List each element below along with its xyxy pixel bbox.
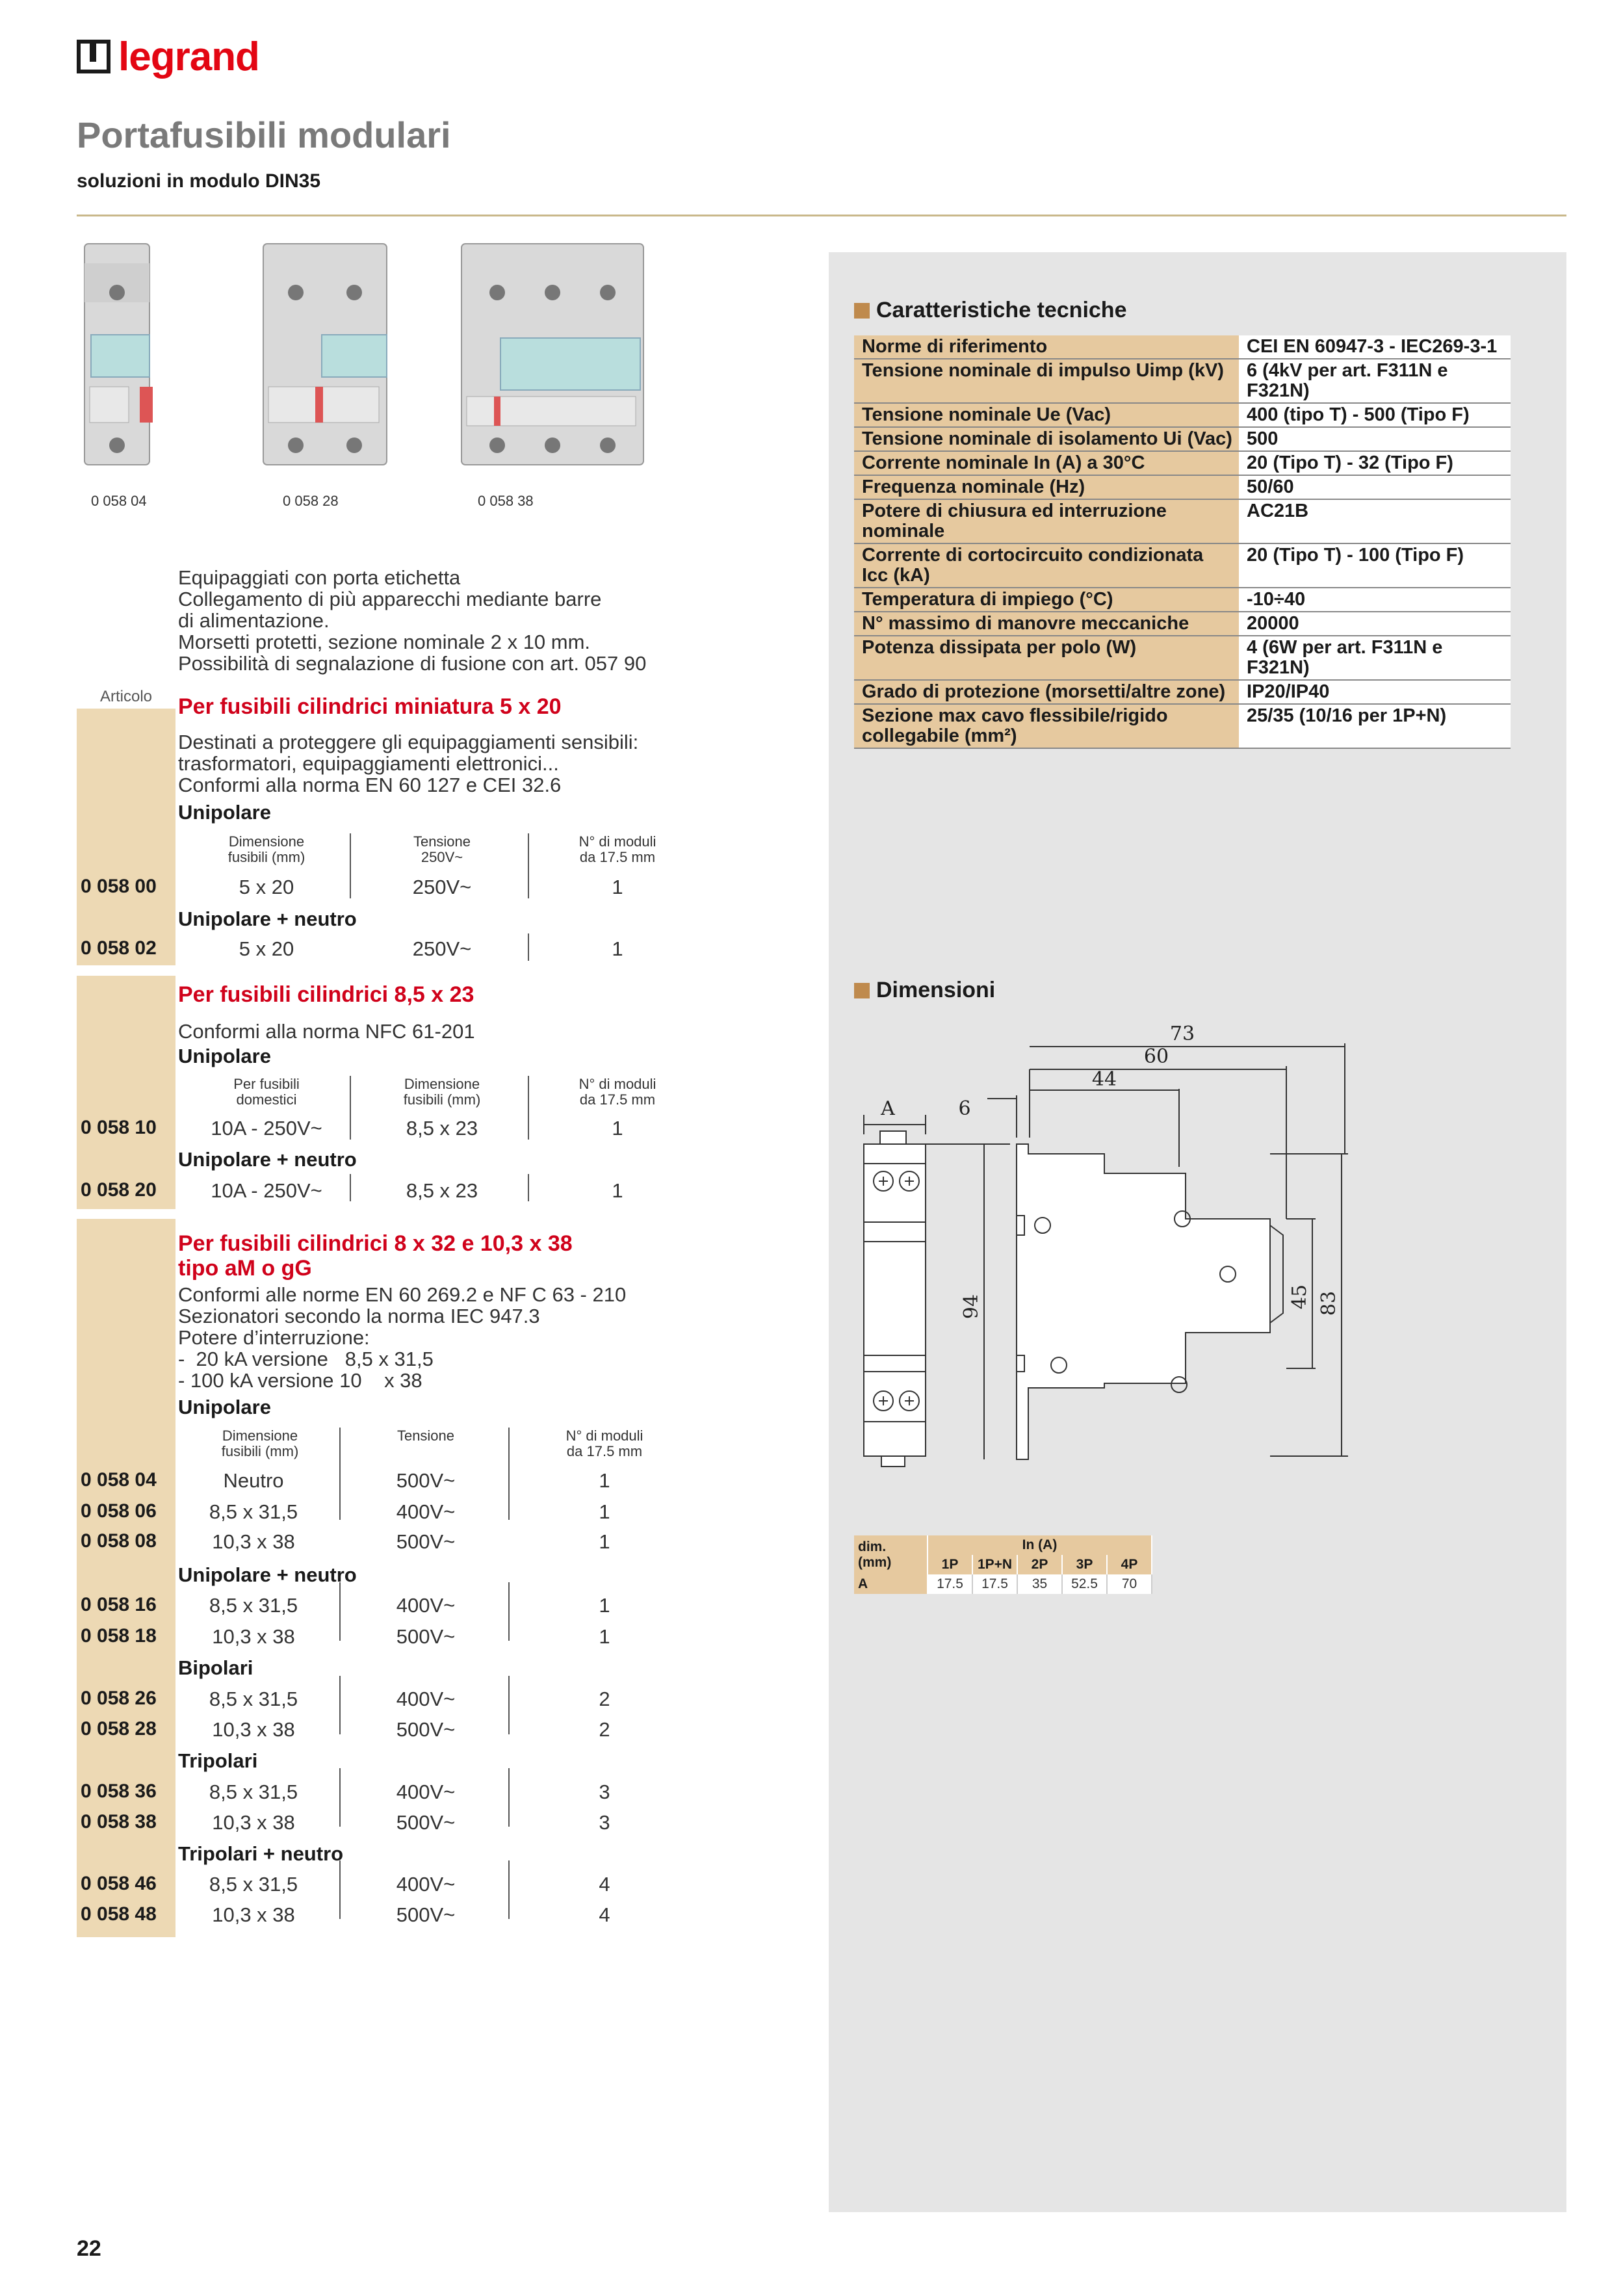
group-unipolare: Unipolare — [178, 1045, 271, 1067]
table-row — [854, 636, 1511, 680]
group-unipolare: Unipolare — [178, 1396, 271, 1418]
spec-key: Temperatura di impiego (°C) — [854, 588, 1239, 612]
spec-key: N° massimo di manovre meccaniche — [854, 612, 1239, 636]
spec-key: Tensione nominale di impulso Uimp (kV) — [854, 359, 1239, 403]
article-code: 0 058 38 — [81, 1811, 157, 1833]
cell-moduli: 1 — [599, 1530, 610, 1553]
section-3-title — [178, 1231, 573, 1281]
article-code: 0 058 20 — [81, 1179, 157, 1201]
spec-value: IP20/IP40 — [1239, 680, 1511, 704]
col-head-domestici — [195, 1076, 338, 1108]
cell-tensione: 400V~ — [396, 1500, 456, 1523]
table-row — [854, 612, 1511, 636]
article-code: 0 058 18 — [81, 1625, 157, 1647]
group-tripolari-neutro: Tripolari + neutro — [178, 1842, 344, 1865]
column-separator — [339, 1676, 341, 1734]
cell-dimensione: 8,5 x 31,5 — [209, 1500, 298, 1523]
dim-label-73: 73 — [1169, 1023, 1195, 1045]
spec-value: -10÷40 — [1239, 588, 1511, 612]
cell-dimensione: 8,5 x 31,5 — [209, 1873, 298, 1896]
article-label: Articolo — [99, 688, 153, 705]
col-head-dimensione — [195, 834, 338, 865]
dim-value: 70 — [1107, 1574, 1152, 1594]
spec-value: 4 (6W per art. F311N e F321N) — [1239, 636, 1511, 680]
dim-value: 35 — [1017, 1574, 1062, 1594]
spec-value: 400 (tipo T) - 500 (Tipo F) — [1239, 403, 1511, 427]
column-separator — [350, 1174, 351, 1201]
column-separator — [339, 1428, 341, 1520]
cell-moduli: 1 — [612, 1179, 623, 1202]
group-unipolare-neutro: Unipolare + neutro — [178, 1563, 357, 1586]
spec-key: Norme di riferimento — [854, 335, 1239, 359]
cell-dimensione: 8,5 x 23 — [406, 1179, 478, 1202]
product-code-2: 0 058 28 — [283, 493, 339, 509]
legrand-logo-mark — [77, 40, 110, 73]
dims-heading — [854, 978, 995, 1003]
spec-key: Potere di chiusura ed interruzione nominale — [854, 499, 1239, 543]
spec-key: Corrente nominale In (A) a 30°C — [854, 451, 1239, 475]
cell-tensione: 400V~ — [396, 1873, 456, 1896]
column-separator — [528, 933, 529, 961]
dim-label-6: 6 — [958, 1097, 971, 1120]
page-number: 22 — [77, 2236, 101, 2261]
product-image-1p — [78, 231, 182, 478]
header-rule — [77, 215, 1566, 216]
table-row — [854, 588, 1511, 612]
spec-value: 25/35 (10/16 per 1P+N) — [1239, 704, 1511, 748]
side-view — [1017, 1144, 1283, 1459]
table-row — [854, 427, 1511, 451]
table-row — [854, 499, 1511, 543]
spec-key: Grado di protezione (morsetti/altre zone) — [854, 680, 1239, 704]
cell-moduli: 1 — [599, 1469, 610, 1492]
desc-line: Conformi alla norma EN 60 127 e CEI 32.6 — [178, 774, 562, 796]
section-3-desc — [178, 1284, 626, 1391]
dim-label-60: 60 — [1143, 1045, 1169, 1068]
gutter-gap — [77, 965, 175, 976]
column-separator — [339, 1582, 341, 1641]
group-tripolari: Tripolari — [178, 1749, 258, 1772]
desc-line: - 20 kA versione 8,5 x 31,5 — [178, 1348, 434, 1370]
column-separator — [350, 1076, 351, 1140]
cell-dimensione: Neutro — [223, 1469, 284, 1492]
dim-header — [854, 1535, 928, 1574]
cell-dimensione: 10,3 x 38 — [212, 1811, 295, 1834]
page-title: Portafusibili modulari — [77, 114, 451, 155]
col-head-line: domestici — [236, 1091, 297, 1108]
cell-moduli: 1 — [612, 876, 623, 898]
column-separator — [508, 1428, 510, 1520]
col-head-line: Tensione — [396, 1428, 455, 1444]
dim-header-line: (mm) — [858, 1555, 892, 1570]
cell-dimensione: 8,5 x 31,5 — [209, 1688, 298, 1710]
cell-dimensione: 10,3 x 38 — [212, 1718, 295, 1741]
col-head-moduli — [533, 1428, 676, 1459]
cell-moduli: 2 — [599, 1718, 610, 1741]
intro-line: di alimentazione. — [178, 609, 330, 632]
column-separator — [508, 1768, 510, 1827]
spec-value: 20000 — [1239, 612, 1511, 636]
spec-value: 50/60 — [1239, 475, 1511, 499]
desc-line: Destinati a proteggere gli equipaggiamenti sensibili: — [178, 731, 639, 753]
cell-dimensione: 10,3 x 38 — [212, 1530, 295, 1553]
cell-tensione: 500V~ — [396, 1903, 456, 1926]
cell-dimensione: 8,5 x 31,5 — [209, 1594, 298, 1617]
intro-text — [178, 567, 646, 674]
cell-moduli: 4 — [599, 1873, 610, 1896]
table-row — [854, 475, 1511, 499]
spec-value: AC21B — [1239, 499, 1511, 543]
cell-dimensione: 10,3 x 38 — [212, 1903, 295, 1926]
in-header: In (A) — [928, 1535, 1152, 1555]
dim-label-94: 94 — [960, 1294, 983, 1320]
cell-tensione: 400V~ — [396, 1781, 456, 1803]
intro-line: Morsetti protetti, sezione nominale 2 x 10 mm. — [178, 631, 591, 653]
article-code: 0 058 36 — [81, 1781, 157, 1802]
cell-tensione: 400V~ — [396, 1688, 456, 1710]
dim-label-83: 83 — [1318, 1290, 1340, 1316]
col-head-line: 250V~ — [421, 849, 463, 865]
col-head-line: Per fusibili — [233, 1076, 300, 1092]
article-code: 0 058 04 — [81, 1469, 157, 1491]
col-head-line: fusibili (mm) — [403, 1091, 481, 1108]
dim-value: 17.5 — [928, 1574, 972, 1594]
col-head-line: da 17.5 mm — [579, 849, 656, 865]
cell-tensione: 500V~ — [396, 1530, 456, 1553]
article-code: 0 058 46 — [81, 1873, 157, 1894]
cell-tensione: 500V~ — [396, 1718, 456, 1741]
table-row — [854, 451, 1511, 475]
section-3-title-line: tipo aM o gG — [178, 1256, 312, 1281]
spec-value: 20 (Tipo T) - 100 (Tipo F) — [1239, 543, 1511, 588]
product-image-2p — [257, 231, 400, 478]
section-1-desc — [178, 731, 638, 796]
col-head-line: Dimensione — [404, 1076, 480, 1092]
dim-label-44: 44 — [1091, 1068, 1117, 1091]
dimension-drawing — [854, 1017, 1374, 1492]
col-head-line: da 17.5 mm — [566, 1443, 643, 1459]
cell-tensione: 250V~ — [412, 876, 472, 898]
col-head-line: N° di moduli — [565, 1428, 643, 1444]
spec-key: Potenza dissipata per polo (W) — [854, 636, 1239, 680]
cell-dimensione: 8,5 x 31,5 — [209, 1781, 298, 1803]
cell-moduli: 2 — [599, 1688, 610, 1710]
column-separator — [528, 1076, 529, 1140]
table-row — [854, 704, 1511, 748]
cell-tensione: 400V~ — [396, 1594, 456, 1617]
section-1-title: Per fusibili cilindrici miniatura 5 x 20 — [178, 694, 562, 719]
table-row — [854, 359, 1511, 403]
cell-dimensione: 8,5 x 23 — [406, 1117, 478, 1140]
spec-value: 6 (4kV per art. F311N e F321N) — [1239, 359, 1511, 403]
cell-domestici: 10A - 250V~ — [211, 1179, 322, 1202]
table-row — [854, 1574, 1152, 1594]
cell-moduli: 1 — [599, 1500, 610, 1523]
col-header: 1P — [928, 1555, 972, 1574]
spec-key: Tensione nominale Ue (Vac) — [854, 403, 1239, 427]
cell-dimensione: 5 x 20 — [239, 876, 294, 898]
specs-heading — [854, 298, 1127, 323]
table-row — [854, 335, 1511, 359]
legrand-wordmark: legrand — [118, 34, 259, 79]
spec-key: Corrente di cortocircuito condizionata Icc (kA) — [854, 543, 1239, 588]
article-code: 0 058 16 — [81, 1594, 157, 1615]
intro-line: Equipaggiati con porta etichetta — [178, 566, 461, 589]
spec-key: Frequenza nominale (Hz) — [854, 475, 1239, 499]
col-header: 1P+N — [972, 1555, 1017, 1574]
cell-moduli: 1 — [612, 937, 623, 960]
col-head-tensione — [354, 1428, 497, 1444]
cell-dimensione: 10,3 x 38 — [212, 1625, 295, 1648]
desc-line: Potere d’interruzione: — [178, 1326, 370, 1349]
col-head-line: Dimensione — [222, 1428, 298, 1444]
section-2-desc: Conformi alla norma NFC 61-201 — [178, 1020, 475, 1043]
table-row — [854, 680, 1511, 704]
section-3-title-line: Per fusibili cilindrici 8 x 32 e 10,3 x 38 — [178, 1231, 573, 1256]
col-head-line: Tensione — [413, 833, 471, 850]
cell-tensione: 500V~ — [396, 1811, 456, 1834]
desc-line: Conformi alle norme EN 60 269.2 e NF C 63 - 210 — [178, 1283, 627, 1306]
dim-value: 17.5 — [972, 1574, 1017, 1594]
col-header: 2P — [1017, 1555, 1062, 1574]
col-head-dimensione — [370, 1076, 513, 1108]
dims-heading-text: Dimensioni — [876, 978, 996, 1002]
col-head-line: fusibili (mm) — [227, 849, 305, 865]
dim-label-45: 45 — [1288, 1284, 1311, 1310]
intro-line: Collegamento di più apparecchi mediante barre — [178, 588, 602, 610]
specs-table — [854, 335, 1511, 749]
group-unipolare-neutro: Unipolare + neutro — [178, 907, 357, 930]
section-square-icon — [854, 983, 870, 998]
dim-value: 52.5 — [1062, 1574, 1107, 1594]
front-view — [864, 1115, 926, 1467]
column-separator — [508, 1860, 510, 1919]
column-separator — [339, 1768, 341, 1827]
desc-line: - 100 kA versione 10 x 38 — [178, 1369, 422, 1392]
table-row — [854, 1535, 1152, 1555]
article-code: 0 058 06 — [81, 1500, 157, 1522]
column-separator — [528, 833, 529, 898]
cell-moduli: 1 — [599, 1625, 610, 1648]
spec-key: Tensione nominale di isolamento Ui (Vac) — [854, 427, 1239, 451]
legrand-logo — [77, 34, 259, 79]
column-separator — [508, 1582, 510, 1641]
specs-heading-text: Caratteristiche tecniche — [876, 298, 1127, 322]
cell-tensione: 500V~ — [396, 1625, 456, 1648]
article-code: 0 058 28 — [81, 1718, 157, 1740]
dim-label-a: A — [881, 1097, 895, 1120]
cell-domestici: 10A - 250V~ — [211, 1117, 322, 1140]
column-separator — [508, 1676, 510, 1734]
col-head-line: Dimensione — [228, 833, 305, 850]
column-separator — [339, 1860, 341, 1919]
group-bipolari: Bipolari — [178, 1656, 253, 1679]
col-header: 3P — [1062, 1555, 1107, 1574]
col-head-moduli — [546, 1076, 689, 1108]
section-2-title: Per fusibili cilindrici 8,5 x 23 — [178, 982, 474, 1007]
product-code-1: 0 058 04 — [91, 493, 147, 509]
cell-tensione: 500V~ — [396, 1469, 456, 1492]
article-code: 0 058 02 — [81, 937, 157, 959]
spec-value: 500 — [1239, 427, 1511, 451]
cell-tensione: 250V~ — [412, 937, 472, 960]
col-head-tensione — [370, 834, 513, 865]
page-subtitle: soluzioni in modulo DIN35 — [77, 170, 320, 192]
intro-line: Possibilità di segnalazione di fusione con art. 057 90 — [178, 652, 647, 675]
col-header: 4P — [1107, 1555, 1152, 1574]
col-head-line: da 17.5 mm — [579, 1091, 656, 1108]
article-code: 0 058 08 — [81, 1530, 157, 1552]
section-square-icon — [854, 303, 870, 319]
col-head-moduli — [546, 834, 689, 865]
column-separator — [350, 833, 351, 898]
desc-line: Sezionatori secondo la norma IEC 947.3 — [178, 1305, 540, 1327]
spec-value: 20 (Tipo T) - 32 (Tipo F) — [1239, 451, 1511, 475]
table-row — [854, 403, 1511, 427]
article-code: 0 058 26 — [81, 1688, 157, 1709]
group-unipolare: Unipolare — [178, 801, 271, 824]
spec-value: CEI EN 60947-3 - IEC269-3-1 — [1239, 335, 1511, 359]
product-image-3p — [455, 231, 650, 478]
spec-key: Sezione max cavo flessibile/rigido collegabile (mm²) — [854, 704, 1239, 748]
article-gutter-2 — [77, 975, 175, 1209]
article-code: 0 058 48 — [81, 1903, 157, 1925]
desc-line: trasformatori, equipaggiamenti elettronici... — [178, 752, 559, 775]
column-separator — [528, 1174, 529, 1201]
cell-moduli: 1 — [599, 1594, 610, 1617]
col-head-line: N° di moduli — [578, 833, 656, 850]
gutter-gap — [77, 1209, 175, 1219]
col-head-line: N° di moduli — [578, 1076, 656, 1092]
cell-moduli: 3 — [599, 1781, 610, 1803]
dim-header-line: dim. — [858, 1539, 887, 1554]
group-unipolare-neutro: Unipolare + neutro — [178, 1148, 357, 1171]
dimension-table — [854, 1535, 1152, 1594]
col-head-line: fusibili (mm) — [221, 1443, 299, 1459]
table-row — [854, 543, 1511, 588]
cell-moduli: 3 — [599, 1811, 610, 1834]
product-code-3: 0 058 38 — [478, 493, 534, 509]
article-code: 0 058 00 — [81, 876, 157, 897]
cell-moduli: 4 — [599, 1903, 610, 1926]
cell-moduli: 1 — [612, 1117, 623, 1140]
article-code: 0 058 10 — [81, 1117, 157, 1138]
cell-dimensione: 5 x 20 — [239, 937, 294, 960]
col-head-dimensione — [188, 1428, 331, 1459]
row-label: A — [854, 1574, 928, 1594]
